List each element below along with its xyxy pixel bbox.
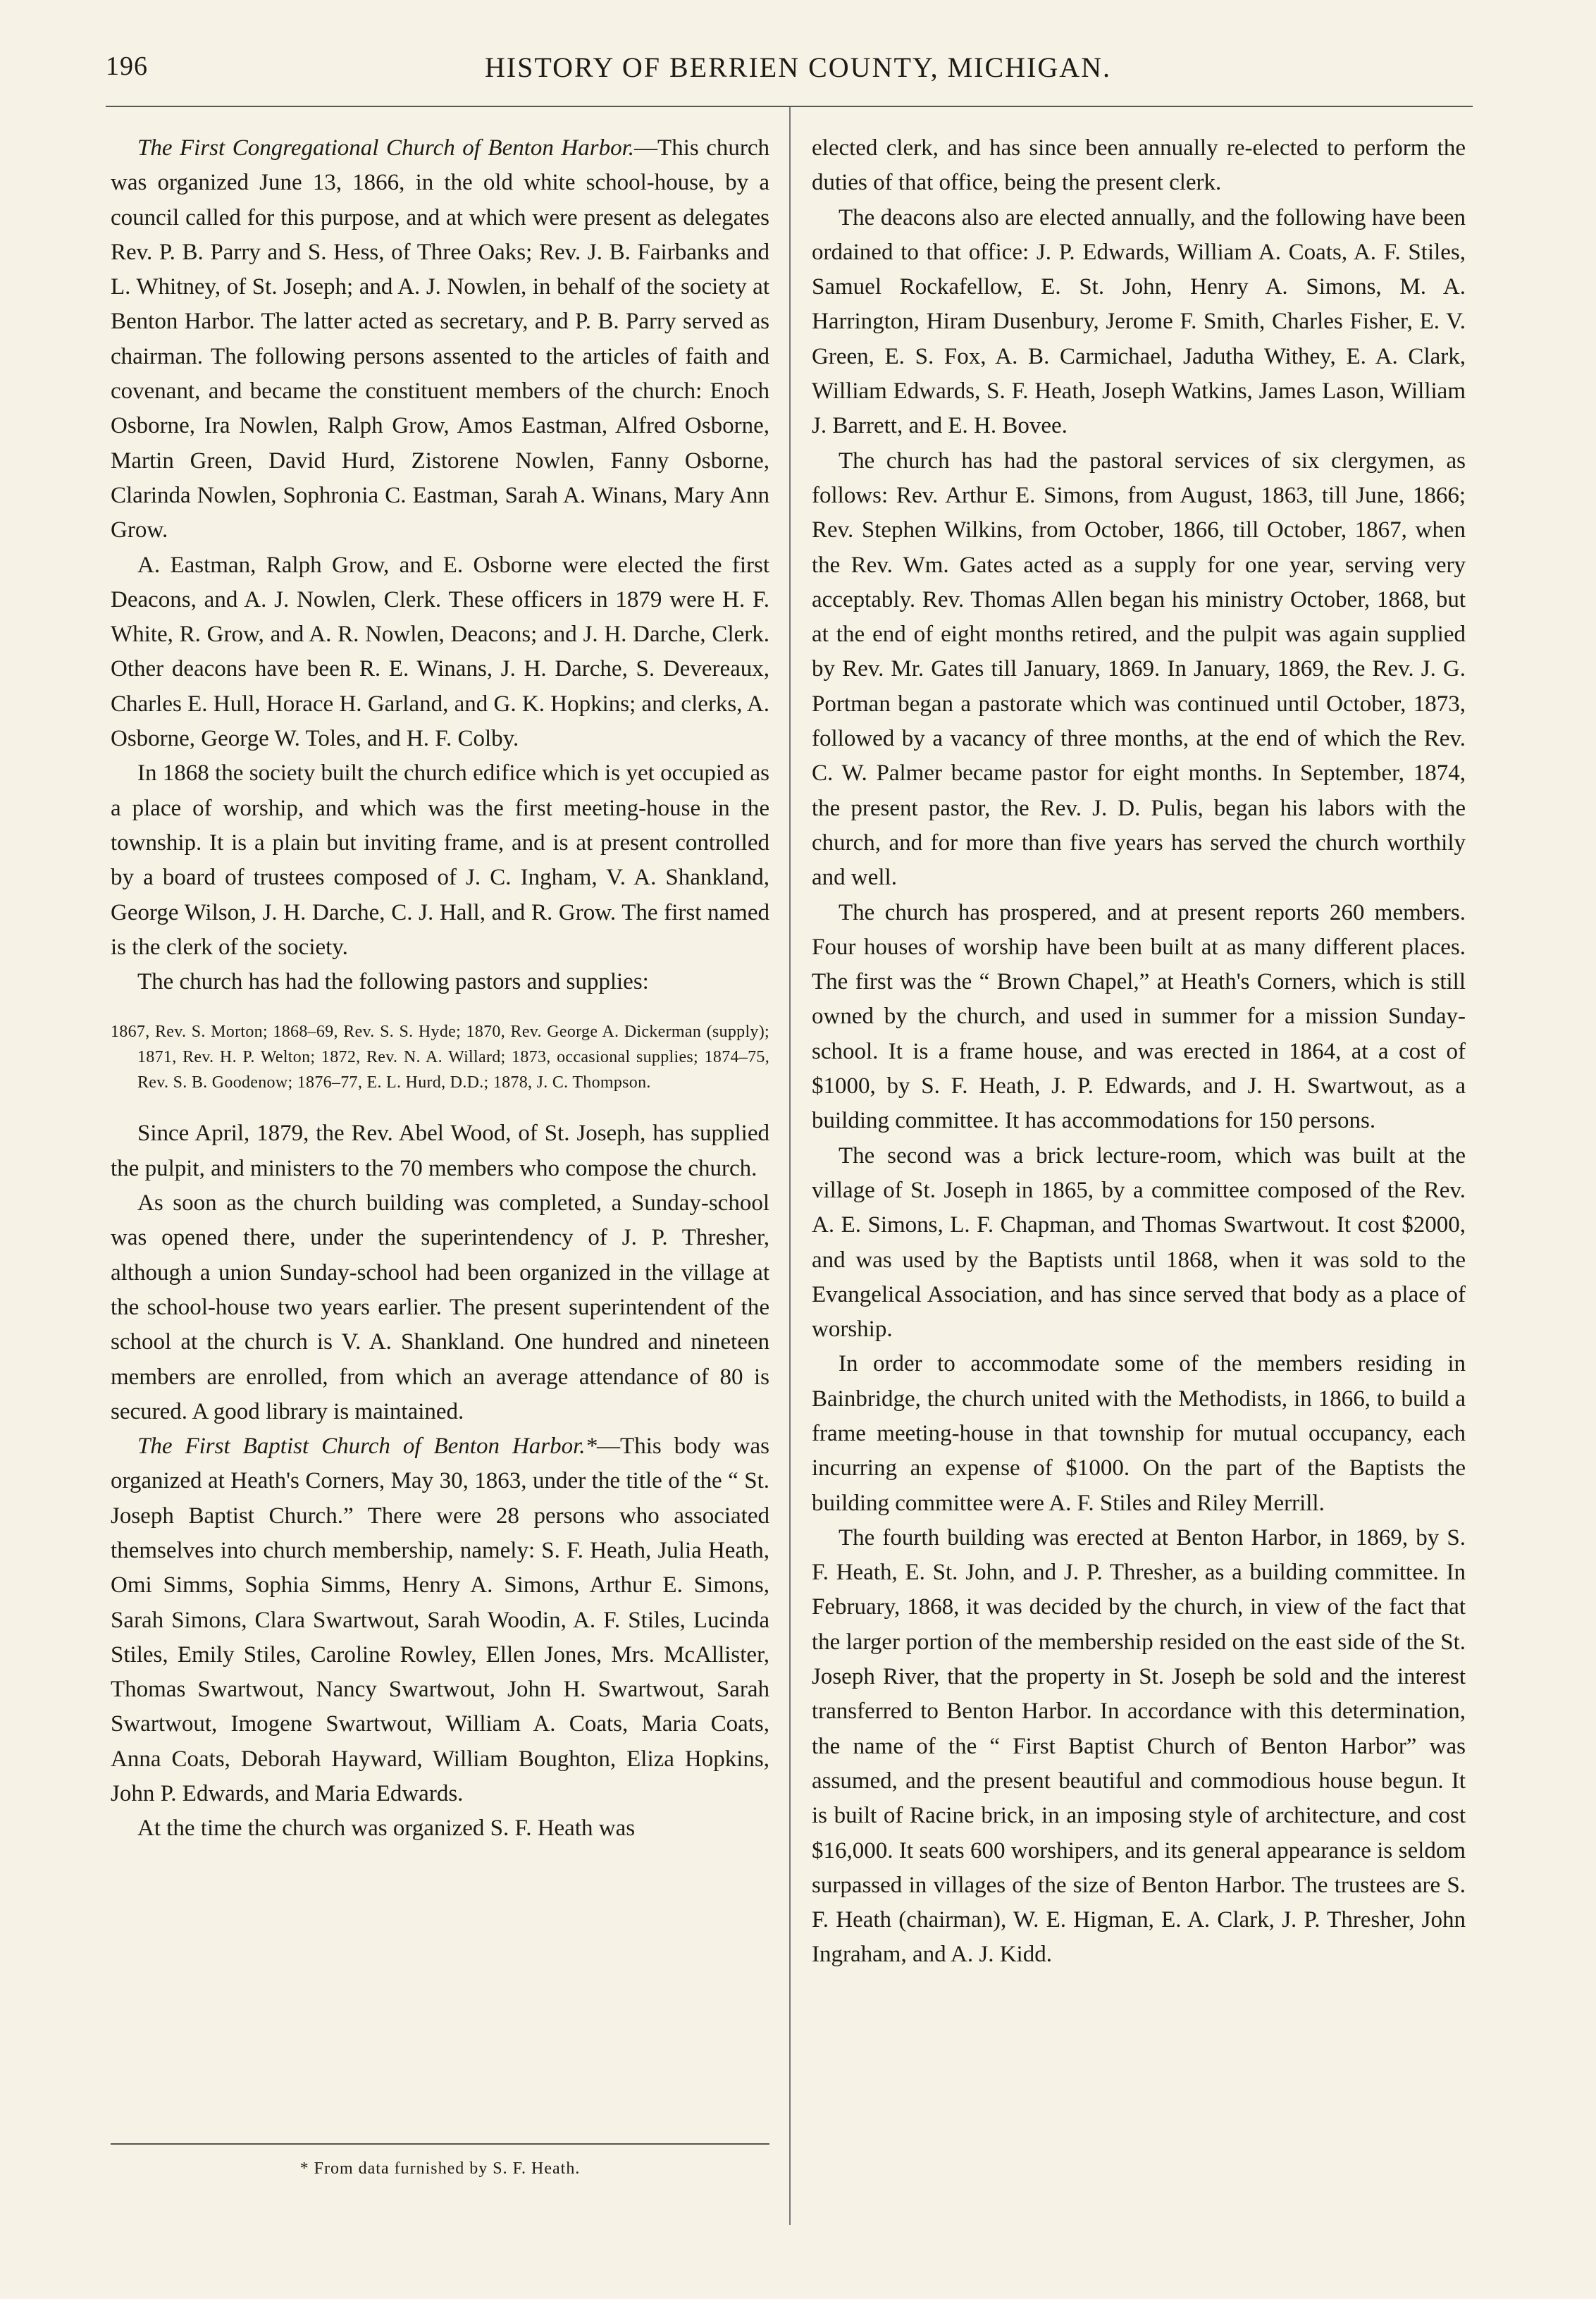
clergymen-paragraph: The church has had the pastoral services of six clergymen, as follows: Rev. Arthur E. Simons, from August, 1863, till June, 1866; Rev. Stephen Wilkins, from October, 1866, till October, 1867, when the Rev. Wm. Gates acted as a supply for one year, serving very acceptably. Rev. Thomas Allen began his ministry October, 1868, but at the end of eight months retired, and the pulpit was again supplied by Rev. Mr. Gates till January, 1869. In January, 1869, the Rev. J. G. Portman began a pastorate which was continued until October, 1873, followed by a vacancy of three months, at the end of which the Rev. C. W. Palmer became pastor for eight months. In September, 1874, the present pastor, the Rev. J. D. Pulis, began his labors with the church, and for more than five years has served the church worthily and well. [812, 448, 1466, 891]
congregational-church-heading: The First Congregational Church of Benton Harbor. [137, 135, 635, 161]
baptist-church-paragraph [111, 1429, 769, 1811]
baptist-deacons-paragraph: The deacons also are elected annually, and the following have been ordained to that office: J. P. Edwards, William A. Coats, A. F. Stiles, Samuel Rockafellow, E. St. John, Henry A. Simons, M. A. Harrington, Hiram Dusenbury, Jerome F. Smith, Charles Fisher, E. V. Green, E. S. Fox, A. B. Carmichael, Jadutha Withey, E. A. Clark, William Edwards, S. F. Heath, Joseph Watkins, James Lason, William J. Barrett, and E. H. Bovee. [812, 204, 1466, 439]
footnote-rule [111, 2143, 769, 2145]
bainbridge-paragraph: In order to accommodate some of the members residing in Bainbridge, the church united with the Methodists, in 1866, to build a frame meeting-house in that township for mutual occupancy, each incurring an expense of $1000. On the part of the Baptists the building committee were A. F. Stiles and Riley Merrill. [812, 1351, 1466, 1516]
congregational-church-text: —This church was organized June 13, 1866, in the old white school-house, by a council called for this purpose, and at which were present as delegates Rev. P. B. Parry and S. Hess, of Three Oaks; Rev. J. B. Fairbanks and L. Whitney, of St. Joseph; and A. J. Nowlen, in behalf of the society at Benton Harbor. The latter acted as secretary, and P. B. Parry served as chairman. The following persons assented to the articles of faith and covenant, and became the constituent members of the church: Enoch Osborne, Ira Nowlen, Ralph Grow, Amos Eastman, Alfred Osborne, Martin Green, David Hurd, Zistorene Nowlen, Fanny Osborne, Clarinda Nowlen, Sophronia C. Eastman, Sarah A. Winans, Mary Ann Grow. [111, 135, 769, 543]
pastor-list: 1867, Rev. S. Morton; 1868–69, Rev. S. S. Hyde; 1870, Rev. George A. Dickerman (supply); 1871, Rev. H. P. Welton; 1872, Rev. N. A. Willard; 1873, occasional supplies; 1874–75, Rev. S. B. Goodenow; 1876–77, E. L. Hurd, D.D.; 1878, J. C. Thompson. [111, 1023, 769, 1092]
clerk-continuation-paragraph: elected clerk, and has since been annually re-elected to perform the duties of that office, being the present clerk. [812, 135, 1466, 196]
congregational-church-paragraph [111, 131, 769, 548]
baptist-church-text: —This body was organized at Heath's Corners, May 30, 1863, under the title of the “ St. Joseph Baptist Church.” There were 28 persons who associated themselves into church membership, namely: S. F. Heath, Julia Heath, Omi Simms, Sophia Simms, Henry A. Simons, Arthur E. Simons, Sarah Simons, Clara Swartwout, Sarah Woodin, A. F. Stiles, Lucinda Stiles, Emily Stiles, Caroline Rowley, Ellen Jones, Mrs. McAllister, Thomas Swartwout, Nancy Swartwout, John H. Swartwout, Sarah Swartwout, Imogene Swartwout, William A. Coats, Maria Coats, Anna Coats, Deborah Hayward, William Boughton, Eliza Hopkins, John P. Edwards, and Maria Edwards. [111, 1434, 769, 1807]
abel-wood-paragraph: Since April, 1879, the Rev. Abel Wood, of St. Joseph, has supplied the pulpit, and ministers to the 70 members who compose the church. [111, 1121, 769, 1181]
church-edifice-paragraph: In 1868 the society built the church edifice which is yet occupied as a place of worship, and which was the first meeting-house in the township. It is a plain but inviting frame, and is at present controlled by a board of trustees composed of J. C. Ingham, V. A. Shankland, George Wilson, J. H. Darche, C. J. Hall, and R. Grow. The first named is the clerk of the society. [111, 760, 769, 960]
deacons-paragraph: A. Eastman, Ralph Grow, and E. Osborne were elected the first Deacons, and A. J. Nowlen, Clerk. These officers in 1879 were H. F. White, R. Grow, and A. R. Nowlen, Deacons; and J. H. Darche, Clerk. Other deacons have been R. E. Winans, J. H. Darche, S. Devereaux, Charles E. Hull, Horace H. Garland, and G. K. Hopkins; and clerks, A. Osborne, George W. Toles, and H. F. Colby. [111, 552, 769, 752]
pastors-intro-paragraph: The church has had the following pastors and supplies: [137, 969, 649, 995]
lecture-room-paragraph: The second was a brick lecture-room, which was built at the village of St. Joseph in 1865, by a committee composed of the Rev. A. E. Simons, L. F. Chapman, and Thomas Swartwout. It cost $2000, and was used by the Baptists until 1868, when it was sold to the Evangelical Association, and has since served that body as a place of worship. [812, 1142, 1466, 1343]
baptist-church-heading: The First Baptist Church of Benton Harbor.* [137, 1434, 598, 1460]
right-column [812, 131, 1466, 2189]
heath-clerk-paragraph: At the time the church was organized S. F. Heath was [137, 1816, 636, 1842]
brown-chapel-paragraph: The church has prospered, and at present reports 260 members. Four houses of worship have been built at as many different places. The first was the “ Brown Chapel,” at Heath's Corners, which is still owned by the church, and used in summer for a mission Sunday-school. It is a frame house, and was erected in 1864, at a cost of $1000, by S. F. Heath, J. P. Edwards, and J. H. Swartwout, as a building committee. It has accommodations for 150 persons. [812, 899, 1466, 1134]
column-divider [789, 107, 791, 2225]
sunday-school-paragraph: As soon as the church building was completed, a Sunday-school was opened there, under the superintendency of J. P. Thresher, although a union Sunday-school had been organized in the village at the school-house two years earlier. The present superintendent of the school at the church is V. A. Shankland. One hundred and nineteen members are enrolled, from which an average attendance of 80 is secured. A good library is maintained. [111, 1190, 769, 1424]
footnote: * From data furnished by S. F. Heath. [299, 2159, 581, 2178]
page-number: 196 [106, 51, 148, 81]
fourth-building-paragraph: The fourth building was erected at Benton Harbor, in 1869, by S. F. Heath, E. St. John, and J. P. Thresher, as a building committee. In February, 1868, it was decided by the church, in view of the fact that the larger portion of the membership resided on the east side of the St. Joseph River, that the property in St. Joseph be sold and the interest transferred to Benton Harbor. In accordance with this determination, the name of the “ First Baptist Church of Benton Harbor” was assumed, and the present beautiful and commodious house begun. It is built of Racine brick, in an imposing style of architecture, and cost $16,000. It seats 600 worshipers, and its general appearance is seldom surpassed in villages of the size of Benton Harbor. The trustees are S. F. Heath (chairman), W. E. Higman, E. A. Clark, J. P. Thresher, John Ingraham, and A. J. Kidd. [812, 1524, 1466, 1968]
left-column [111, 131, 769, 2189]
running-title: HISTORY OF BERRIEN COUNTY, MICHIGAN. [484, 51, 1112, 83]
